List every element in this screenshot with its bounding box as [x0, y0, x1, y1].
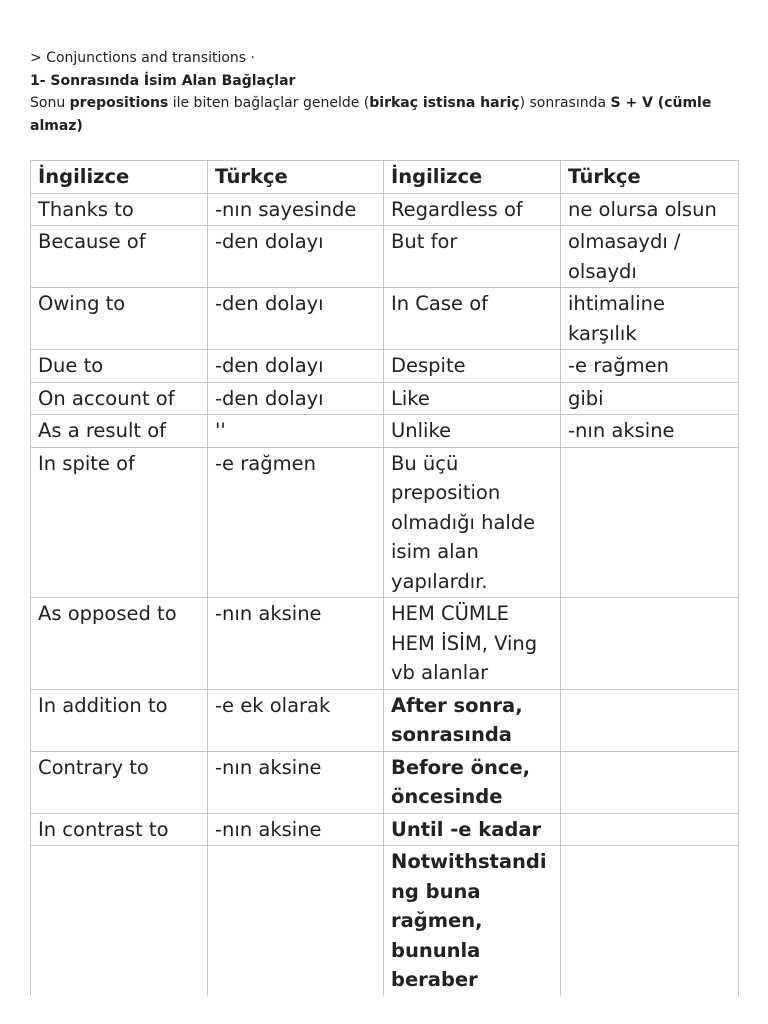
column-header-english: İngilizce	[384, 161, 561, 194]
turkish-meaning-cell	[208, 846, 384, 996]
english-term-cell: In addition to	[31, 689, 208, 751]
section-title: 1- Sonrasında İsim Alan Bağlaçlar	[30, 72, 296, 89]
table-header-row	[31, 161, 739, 194]
english-term-cell: Because of	[31, 226, 208, 288]
column-header-turkish: Türkçe	[208, 161, 384, 194]
turkish-meaning-cell: gibi	[561, 382, 739, 415]
english-term-cell: Due to	[31, 350, 208, 383]
turkish-meaning-cell	[561, 813, 739, 846]
table-row	[31, 288, 739, 350]
table-row	[31, 415, 739, 448]
turkish-meaning-cell	[561, 751, 739, 813]
turkish-meaning-cell	[561, 447, 739, 598]
turkish-meaning-cell	[561, 689, 739, 751]
turkish-meaning-cell: -e rağmen	[208, 447, 384, 598]
breadcrumb: > Conjunctions and transitions ·	[30, 50, 255, 66]
note-segment: ile biten bağlaçlar genelde (	[168, 95, 370, 111]
turkish-meaning-cell: olmasaydı / olsaydı	[561, 226, 739, 288]
english-term-cell: After sonra, sonrasında	[384, 689, 561, 751]
english-term-cell: In contrast to	[31, 813, 208, 846]
english-term-cell: Unlike	[384, 415, 561, 448]
table-row	[31, 813, 739, 846]
turkish-meaning-cell: -den dolayı	[208, 288, 384, 350]
turkish-meaning-cell: -den dolayı	[208, 350, 384, 383]
english-term-cell: Like	[384, 382, 561, 415]
table-row	[31, 751, 739, 813]
note-segment: birkaç istisna hariç	[369, 95, 520, 111]
english-term-cell: In Case of	[384, 288, 561, 350]
turkish-meaning-cell: -e ek olarak	[208, 689, 384, 751]
turkish-meaning-cell	[561, 598, 739, 690]
english-term-cell: Owing to	[31, 288, 208, 350]
table-row	[31, 193, 739, 226]
turkish-meaning-cell: -den dolayı	[208, 382, 384, 415]
english-term-cell: Regardless of	[384, 193, 561, 226]
table-row	[31, 447, 739, 598]
note-segment: S + V (cümle almaz)	[30, 95, 712, 134]
english-term-cell: HEM CÜMLE HEM İSİM, Ving vb alanlar	[384, 598, 561, 690]
document-header	[30, 47, 740, 137]
table-row	[31, 598, 739, 690]
table-row	[31, 226, 739, 288]
table-row	[31, 382, 739, 415]
turkish-meaning-cell: ''	[208, 415, 384, 448]
section-note	[30, 92, 740, 137]
column-header-turkish: Türkçe	[561, 161, 739, 194]
english-term-cell: Until -e kadar	[384, 813, 561, 846]
table-row	[31, 689, 739, 751]
turkish-meaning-cell: -nın sayesinde	[208, 193, 384, 226]
english-term-cell: As opposed to	[31, 598, 208, 690]
column-header-english: İngilizce	[31, 161, 208, 194]
turkish-meaning-cell: -nın aksine	[561, 415, 739, 448]
english-term-cell: Bu üçü preposition olmadığı halde isim alan yapılardır.	[384, 447, 561, 598]
turkish-meaning-cell: -nın aksine	[208, 598, 384, 690]
note-segment: prepositions	[69, 95, 169, 111]
english-term-cell: Notwithstanding buna rağmen, bununla beraber	[384, 846, 561, 996]
turkish-meaning-cell: -nın aksine	[208, 813, 384, 846]
turkish-meaning-cell: ihtimaline karşılık	[561, 288, 739, 350]
conjunctions-table	[30, 160, 739, 996]
english-term-cell: But for	[384, 226, 561, 288]
turkish-meaning-cell: -nın aksine	[208, 751, 384, 813]
table-row	[31, 846, 739, 996]
english-term-cell: On account of	[31, 382, 208, 415]
english-term-cell: Despite	[384, 350, 561, 383]
english-term-cell: In spite of	[31, 447, 208, 598]
english-term-cell: As a result of	[31, 415, 208, 448]
turkish-meaning-cell: -den dolayı	[208, 226, 384, 288]
note-segment: ) sonrasında	[519, 95, 611, 111]
table-row	[31, 350, 739, 383]
english-term-cell: Contrary to	[31, 751, 208, 813]
turkish-meaning-cell: ne olursa olsun	[561, 193, 739, 226]
english-term-cell	[31, 846, 208, 996]
note-segment: Sonu	[30, 95, 70, 111]
turkish-meaning-cell	[561, 846, 739, 996]
english-term-cell: Before önce, öncesinde	[384, 751, 561, 813]
english-term-cell: Thanks to	[31, 193, 208, 226]
turkish-meaning-cell: -e rağmen	[561, 350, 739, 383]
